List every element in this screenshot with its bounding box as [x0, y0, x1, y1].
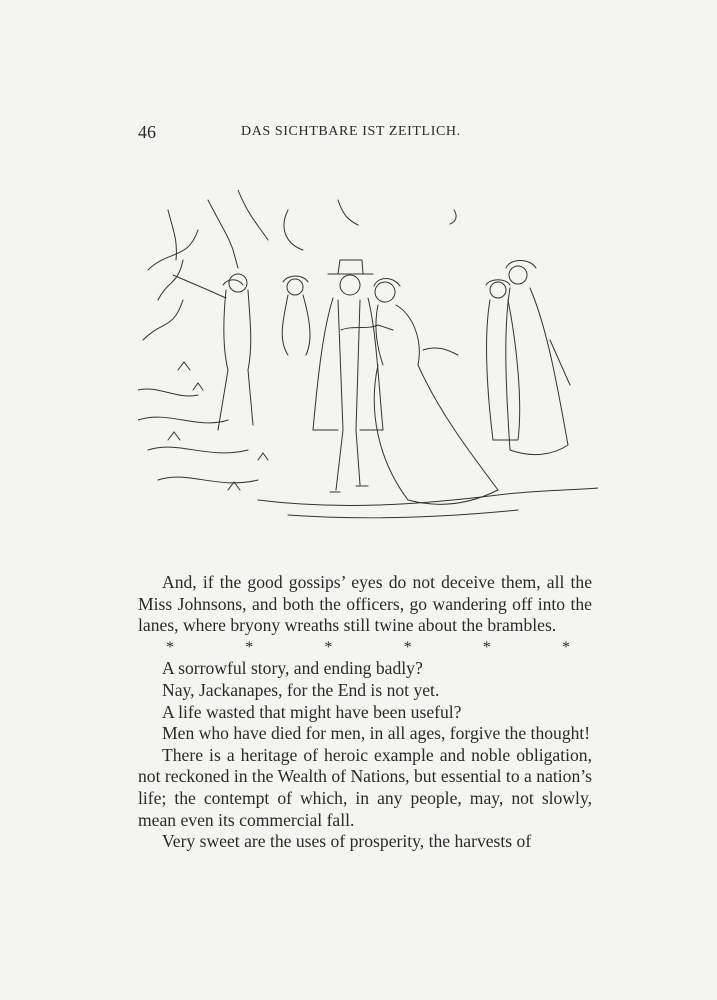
running-head: DAS SICHTBARE IST ZEITLICH. [241, 124, 461, 139]
section-break-asterisks [138, 637, 592, 659]
asterisk: * [561, 638, 570, 656]
paragraph: A sorrowful story, and ending badly? [162, 658, 423, 679]
asterisk: * [166, 638, 174, 656]
paragraph: And, if the good gossips’ eyes do not deceive them, all the Miss Johnsons, and both the officers, go wandering off into the lanes, where bryony wreaths still twine about the brambles. [138, 572, 592, 636]
page-number: 46 [138, 122, 156, 142]
paragraph: There is a heritage of heroic example and noble obligation, not reckoned in the Wealth of Nations, but essential to a nation’s life; the contempt of which, in any people, may, not slowly, mean even its commercial fall. [138, 744, 592, 830]
asterisk: * [403, 638, 412, 656]
paragraph: Very sweet are the uses of prosperity, the harvests of [162, 831, 532, 852]
paragraph: A life wasted that might have been useful? [162, 701, 462, 722]
engraving-illustration [138, 190, 598, 535]
paragraph: Nay, Jackanapes, for the End is not yet. [162, 679, 440, 700]
paragraph: Men who have died for men, in all ages, forgive the thought! [162, 723, 591, 744]
asterisk: * [324, 638, 333, 656]
asterisk: * [482, 638, 491, 656]
asterisk: * [245, 638, 254, 656]
body-text [138, 572, 592, 853]
